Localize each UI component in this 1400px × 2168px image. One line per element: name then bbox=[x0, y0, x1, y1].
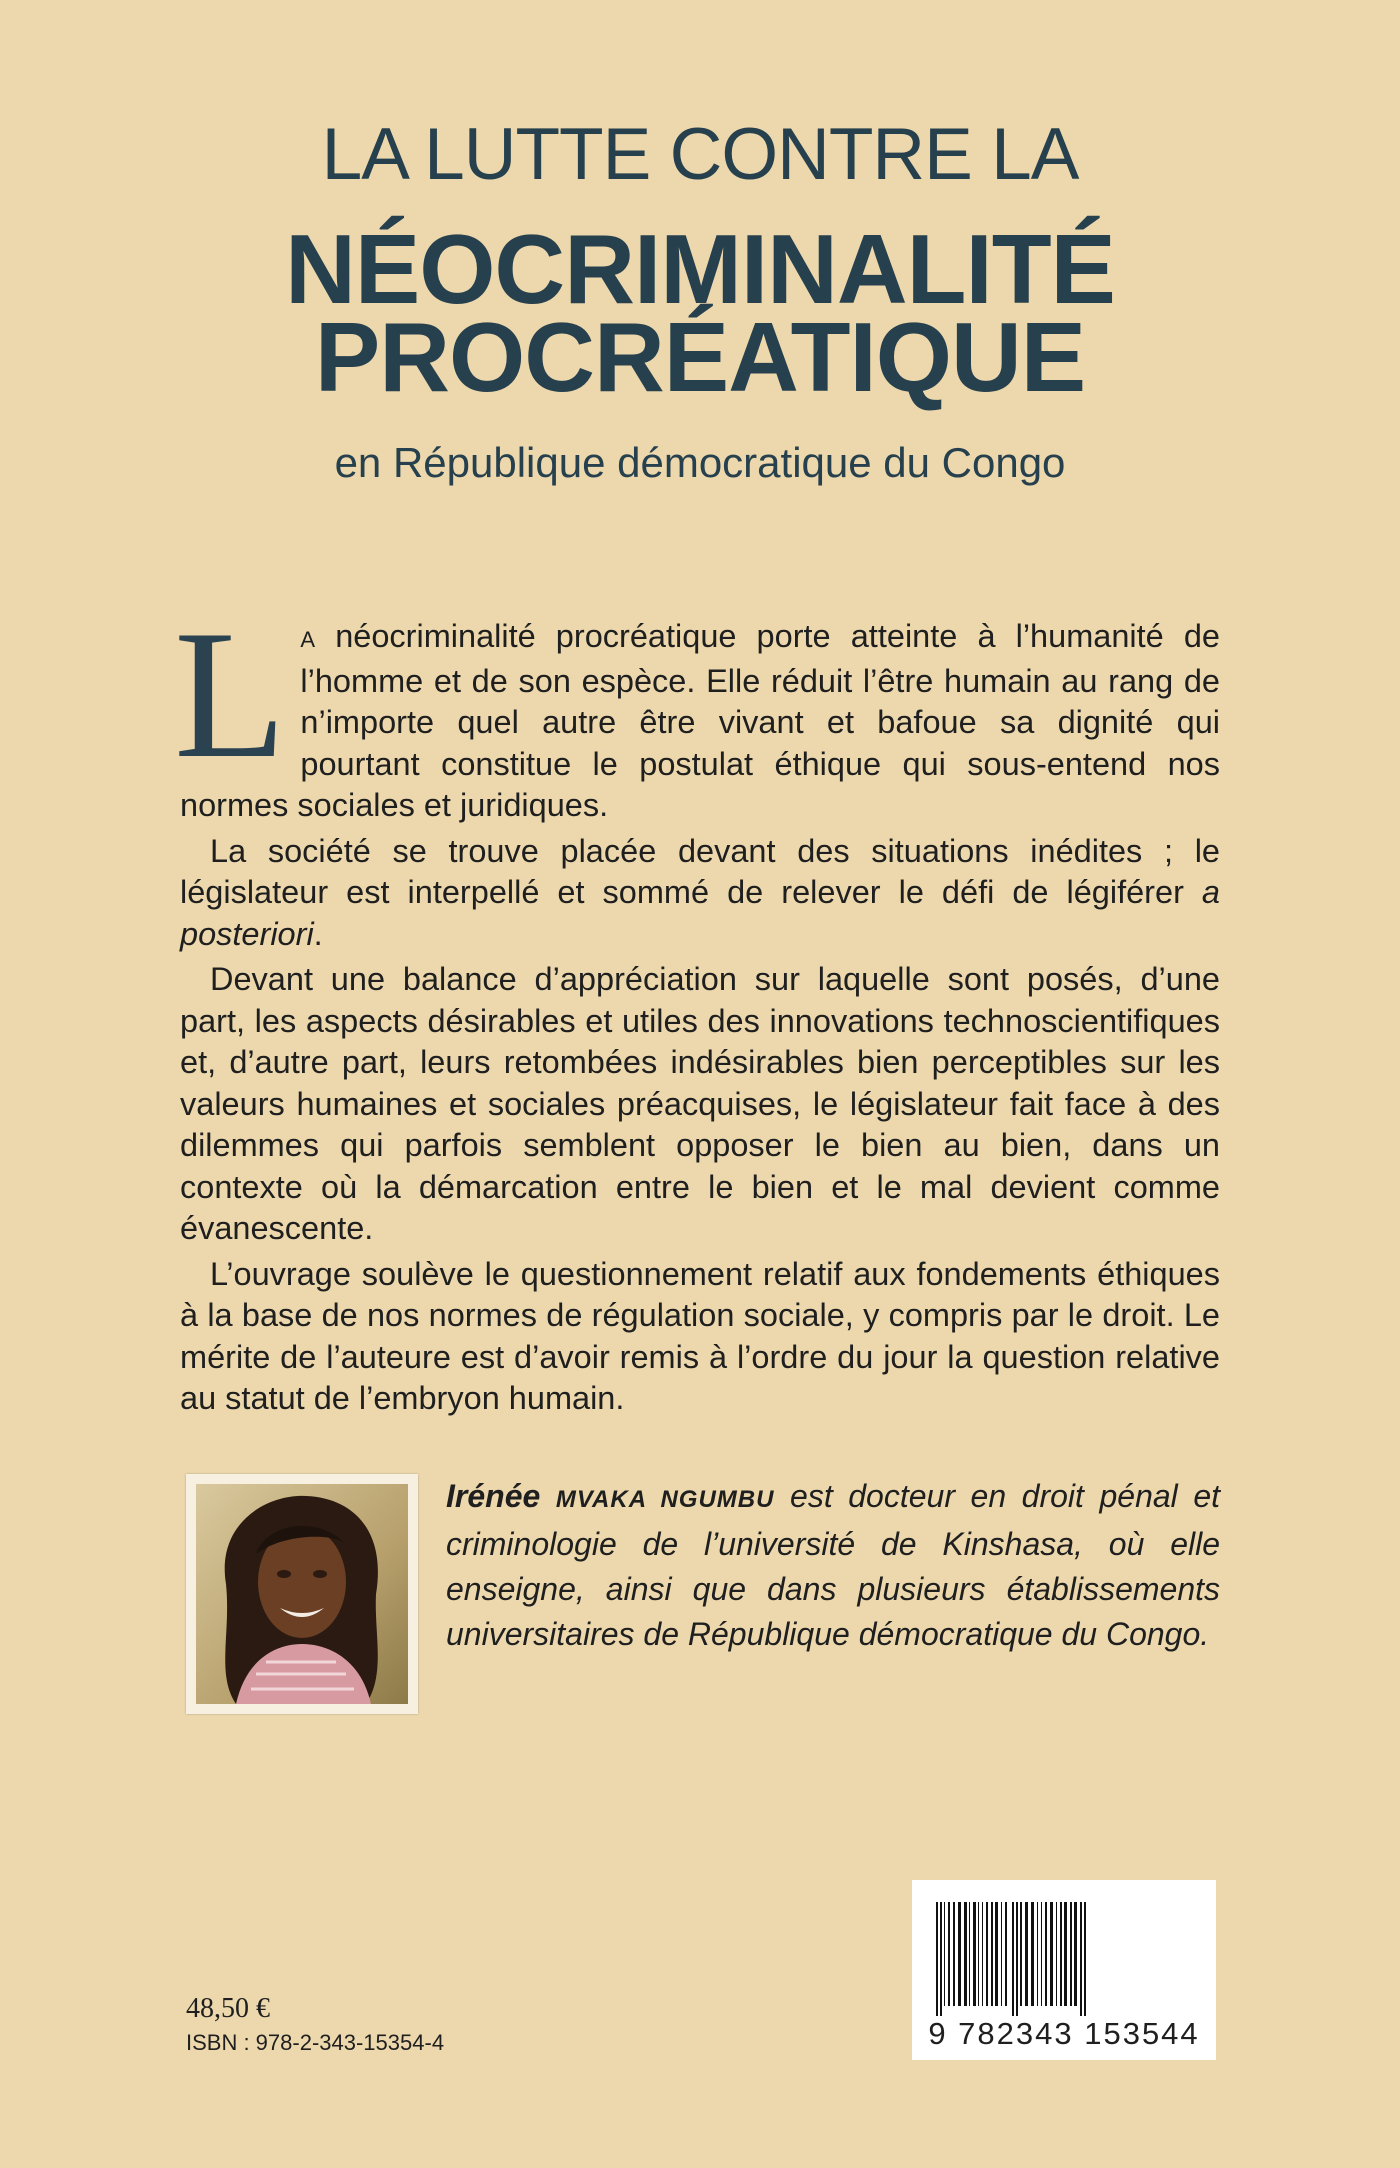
summary-paragraph-3: Devant une balance d’appréciation sur laquelle sont posés, d’une part, les aspects désirables et utiles des innovations technoscientifiques et, d’autre part, leurs retombées indésirables bien perceptibles sur les valeurs humaines et sociales préacquises, le législateur fait face à des dilemmes qui parfois semblent opposer le bien au bien, dans un contexte où la démarcation entre le bien et le mal devient comme évanescente. bbox=[180, 961, 1220, 1246]
barcode-bar bbox=[973, 1902, 976, 2006]
barcode-bar bbox=[1080, 1902, 1082, 2016]
author-bio-text: est docteur en droit pénal et criminologie de l’université de Kinshasa, où elle enseigne, ainsi que dans plusieurs établissements universitaires de République démocratique du Congo. bbox=[446, 1478, 1220, 1652]
barcode-bar bbox=[964, 1902, 967, 2006]
subtitle: en République démocratique du Congo bbox=[334, 439, 1066, 486]
barcode-bar bbox=[1045, 1902, 1047, 2006]
small-cap-letter: A bbox=[300, 627, 316, 652]
barcode-bar bbox=[982, 1902, 983, 2006]
barcode-bar bbox=[1070, 1902, 1072, 2006]
barcode-bar bbox=[1041, 1902, 1042, 2006]
barcode-bar bbox=[1074, 1902, 1077, 2006]
drop-cap: L bbox=[174, 592, 287, 796]
barcode-bar bbox=[948, 1902, 950, 2006]
latin-phrase: a posteriori bbox=[180, 874, 1220, 952]
barcode-bar bbox=[1031, 1902, 1034, 2006]
barcode-bar bbox=[991, 1902, 993, 2006]
barcode-bar bbox=[1025, 1902, 1028, 2006]
price: 48,50 € bbox=[186, 1993, 270, 2024]
barcode bbox=[912, 1880, 1216, 2060]
barcode-bar bbox=[1056, 1902, 1057, 2006]
summary-paragraph-4: L’ouvrage soulève le questionnement relatif aux fondements éthiques à la base de nos normes de régulation sociale, y compris par le droit. Le mérite de l’auteure est d’avoir remis à l’ordre du jour la question relative au statut de l’embryon humain. bbox=[180, 1255, 1220, 1416]
summary-paragraph-1 bbox=[174, 592, 1220, 827]
barcode-bar bbox=[978, 1902, 979, 2006]
barcode-bar bbox=[936, 1902, 938, 2016]
title-block bbox=[0, 114, 1400, 487]
barcode-bars bbox=[912, 1880, 1216, 2016]
barcode-bar bbox=[969, 1902, 970, 2006]
barcode-bar bbox=[1001, 1902, 1002, 2006]
barcode-number: 9 782343 153544 bbox=[928, 2016, 1200, 2051]
barcode-bar bbox=[986, 1902, 988, 2006]
paragraph-1-text: néocriminalité procréatique porte atteinte à l’humanité de l’homme et de son espèce. Elle réduit l’être humain au rang de n’importe quel autre être vivant et bafoue sa dignité qui pourtant constitue le postulat éthique qui sous-entend nos normes sociales et juridiques. bbox=[180, 618, 1220, 823]
author-surname: MVAKA NGUMBU bbox=[555, 1486, 775, 1513]
barcode-bar bbox=[1005, 1902, 1007, 2006]
barcode-bar bbox=[944, 1902, 945, 2006]
summary-paragraph-2: La société se trouve placée devant des situations inédites ; le législateur est interpellé et sommé de relever le défi de légiférer a posteriori. bbox=[180, 832, 1220, 952]
author-name: Irénée MVAKA NGUMBU bbox=[446, 1478, 775, 1514]
barcode-bar bbox=[995, 1902, 998, 2006]
barcode-bar bbox=[1064, 1902, 1067, 2006]
barcode-bar bbox=[1084, 1902, 1086, 2016]
barcode-bar bbox=[940, 1902, 942, 2016]
portrait-image bbox=[196, 1484, 408, 1704]
barcode-bar bbox=[953, 1902, 955, 2006]
author-bio bbox=[446, 1474, 1220, 1657]
barcode-bar bbox=[1037, 1902, 1038, 2006]
summary-text bbox=[174, 592, 1220, 1420]
barcode-bar bbox=[1012, 1902, 1014, 2016]
barcode-bar bbox=[1020, 1902, 1022, 2006]
barcode-bar bbox=[1016, 1902, 1018, 2016]
title-line-1: LA LUTTE CONTRE LA bbox=[321, 114, 1079, 195]
barcode-bar bbox=[958, 1902, 961, 2006]
title-line-3: PROCRÉATIQUE bbox=[314, 302, 1086, 412]
barcode-bar bbox=[1060, 1902, 1062, 2006]
barcode-bar bbox=[1050, 1902, 1053, 2006]
title-line-2: NÉOCRIMINALITÉ bbox=[285, 214, 1115, 324]
isbn: ISBN : 978-2-343-15354-4 bbox=[186, 2030, 445, 2055]
author-photo bbox=[186, 1474, 418, 1714]
